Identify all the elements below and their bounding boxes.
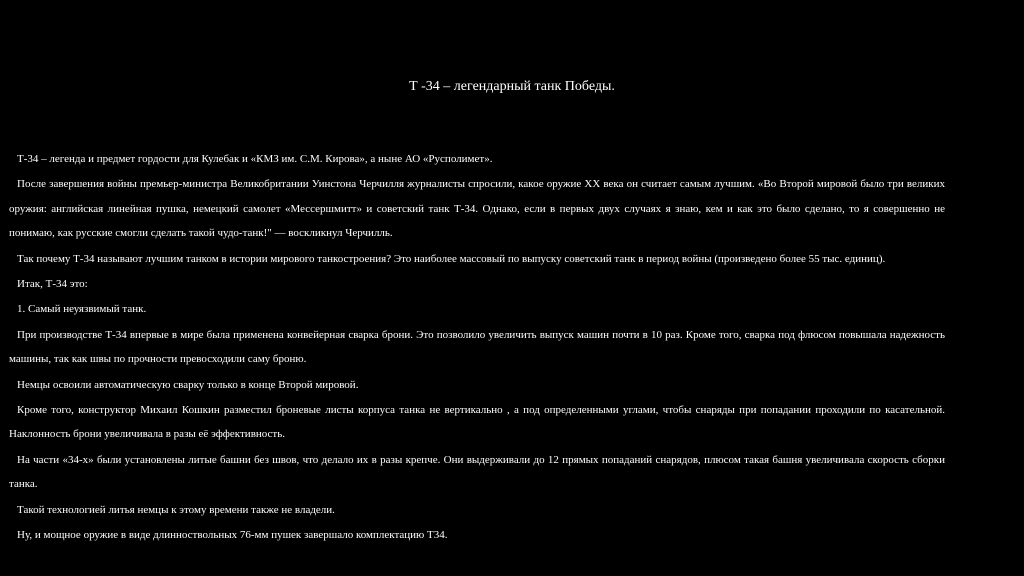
paragraph: Такой технологией литья немцы к этому времени также не владели.	[17, 503, 335, 516]
paragraph: Немцы освоили автоматическую сварку только в конце Второй мировой.	[17, 378, 359, 391]
paragraph: Ну, и мощное оружие в виде длинноствольных 76-мм пушек завершало комплектацию Т34.	[17, 529, 448, 542]
slide-title: Т -34 – легендарный танк Победы.	[409, 79, 615, 94]
paragraph: На части «34-х» были установлены литые башни без швов, что делало их в разы крепче. Они выдерживали до 12 прямых попаданий снарядов, плюсом такая башня увеличивала скорость сборки танка.	[9, 453, 945, 491]
paragraph: После завершения войны премьер-министра Великобритании Уинстона Черчилля журналисты спросили, какое оружие XX века он считает самым лучшим. «Во Второй мировой было три великих оружия: английская линейная пушка, немецкий самолет «Мессершмитт» и советский танк Т-34. Однако, если в первых двух случаях я знаю, кем и как это было сделано, то я совершенно не понимаю, как русские смогли сделать такой чудо-танк!" — воскликнул Черчилль.	[9, 178, 945, 240]
paragraph: Так почему Т-34 называют лучшим танком в истории мирового танкостроения? Это наиболее массовый по выпуску советский танк в период войны (произведено более 55 тыс. единиц).	[17, 252, 886, 265]
paragraph: 1. Самый неуязвимый танк.	[17, 303, 147, 316]
paragraph: При производстве Т-34 впервые в мире была применена конвейерная сварка брони. Это позволило увеличить выпуск машин почти в 10 раз. Кроме того, сварка под флюсом повышала надежность машины, так как швы по прочности превосходили саму броню.	[9, 328, 945, 366]
paragraph: Кроме того, конструктор Михаил Кошкин разместил броневые листы корпуса танка не вертикально , а под определенными углами, чтобы снаряды при попадании проходили по касательной. Наклонность брони увеличивала в разы её эффективность.	[9, 404, 945, 441]
paragraph: Итак, Т-34 это:	[17, 278, 88, 291]
paragraph: Т-34 – легенда и предмет гордости для Кулебак и «КМЗ им. С.М. Кирова», а ныне АО «Русполимет».	[17, 153, 493, 165]
slide-body	[9, 147, 945, 549]
